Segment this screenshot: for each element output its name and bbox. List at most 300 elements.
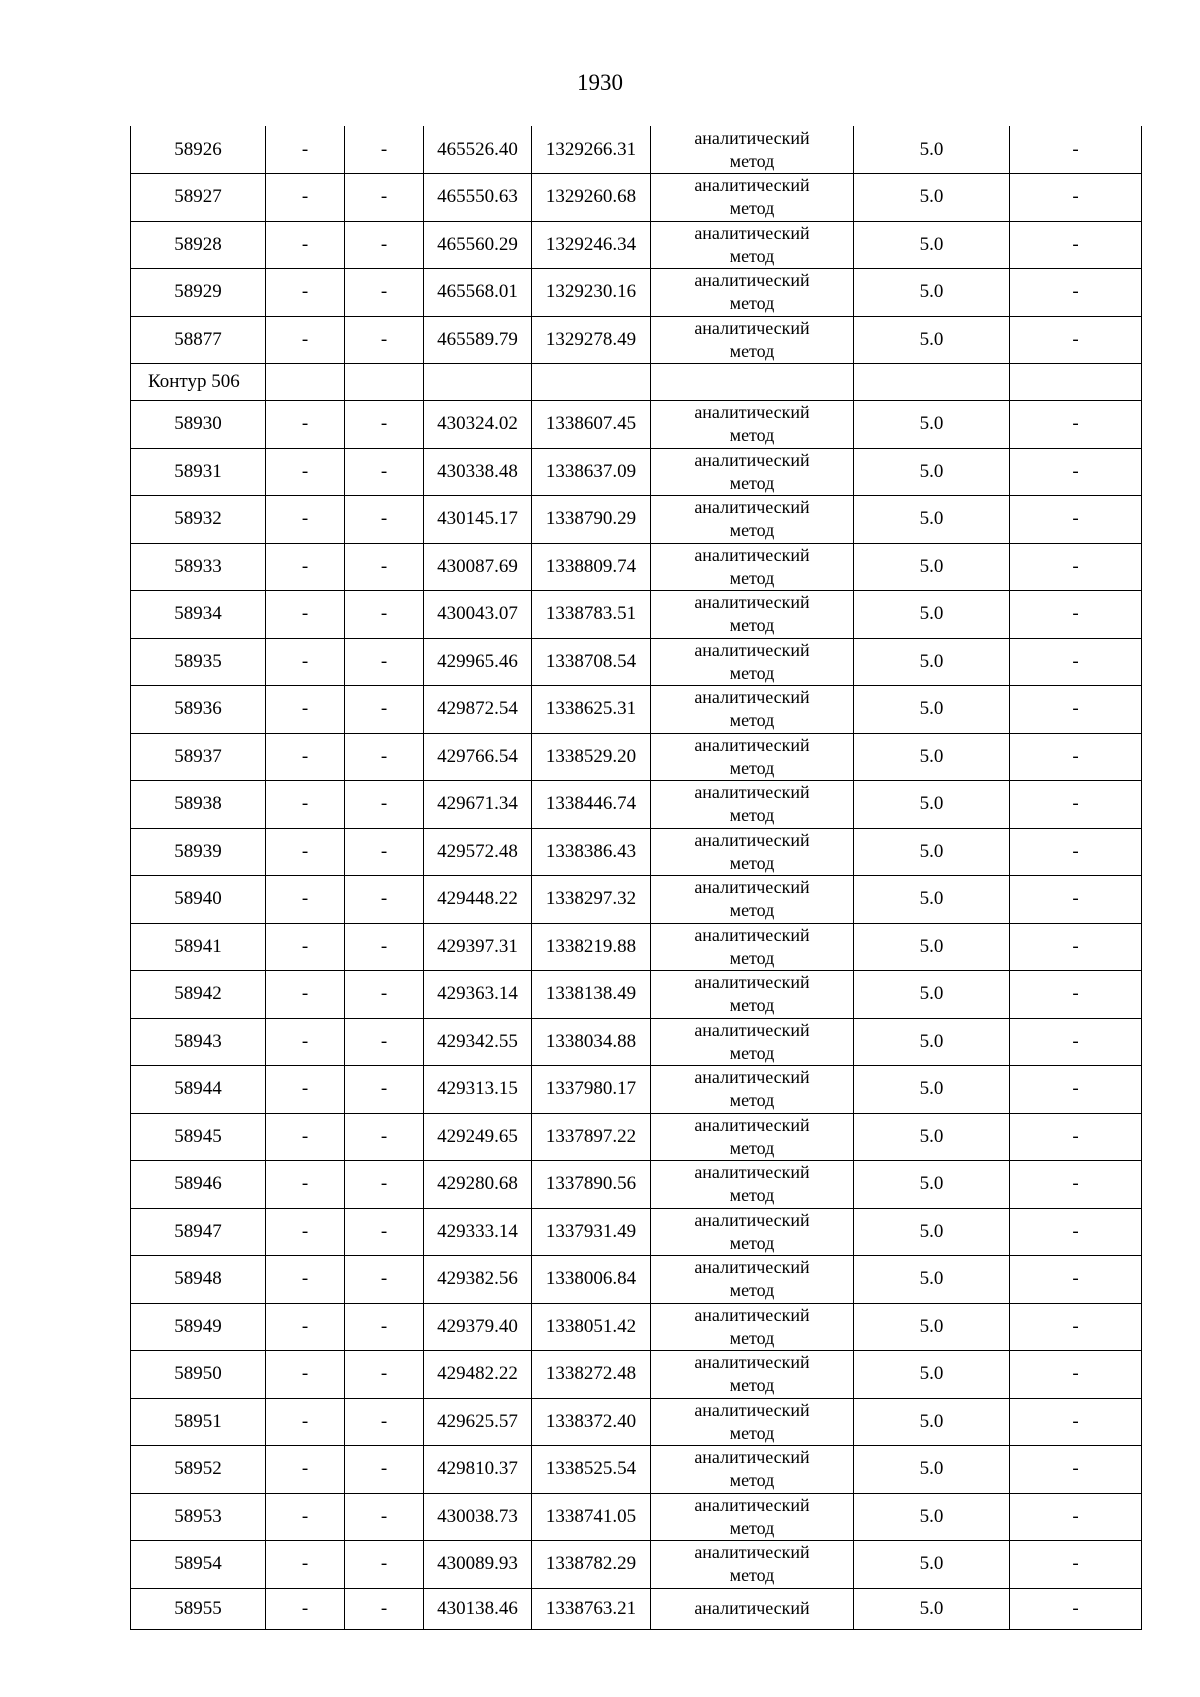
note-cell: - bbox=[1010, 1208, 1142, 1256]
note-cell: - bbox=[1010, 1018, 1142, 1066]
empty-cell: - bbox=[266, 923, 345, 971]
note-cell: - bbox=[1010, 221, 1142, 269]
x-coordinate-cell: 429363.14 bbox=[424, 971, 532, 1019]
accuracy-cell: 5.0 bbox=[854, 923, 1010, 971]
y-coordinate-cell: 1338763.21 bbox=[532, 1588, 651, 1629]
y-coordinate-cell: 1338219.88 bbox=[532, 923, 651, 971]
method-line-2: метод bbox=[729, 150, 775, 171]
table-row bbox=[131, 781, 1142, 829]
table-row bbox=[131, 269, 1142, 317]
accuracy-cell: 5.0 bbox=[854, 401, 1010, 449]
empty-cell: - bbox=[345, 638, 424, 686]
method-line-2: метод bbox=[729, 900, 775, 921]
table-row bbox=[131, 448, 1142, 496]
y-coordinate-cell: 1338272.48 bbox=[532, 1351, 651, 1399]
empty-cell: - bbox=[266, 1161, 345, 1209]
empty-cell: - bbox=[266, 448, 345, 496]
method-line-2: метод bbox=[729, 710, 775, 731]
accuracy-cell: 5.0 bbox=[854, 1398, 1010, 1446]
x-coordinate-cell: 429342.55 bbox=[424, 1018, 532, 1066]
method-line-2: метод bbox=[729, 1137, 775, 1158]
note-cell: - bbox=[1010, 638, 1142, 686]
point-number-cell: 58929 bbox=[131, 269, 266, 317]
method-cell bbox=[651, 781, 854, 829]
point-number-cell: 58932 bbox=[131, 496, 266, 544]
accuracy-cell: 5.0 bbox=[854, 1351, 1010, 1399]
note-cell: - bbox=[1010, 828, 1142, 876]
method-line-2: метод bbox=[729, 1565, 775, 1586]
empty-cell: - bbox=[266, 316, 345, 364]
note-cell: - bbox=[1010, 923, 1142, 971]
method-line-2: метод bbox=[729, 662, 775, 683]
method-cell bbox=[651, 1446, 854, 1494]
table-row bbox=[131, 1066, 1142, 1114]
empty-cell bbox=[424, 364, 532, 401]
table-row bbox=[131, 828, 1142, 876]
accuracy-cell: 5.0 bbox=[854, 1018, 1010, 1066]
y-coordinate-cell: 1329260.68 bbox=[532, 174, 651, 222]
point-number-cell: 58937 bbox=[131, 733, 266, 781]
x-coordinate-cell: 429280.68 bbox=[424, 1161, 532, 1209]
method-line-2: метод bbox=[729, 852, 775, 873]
accuracy-cell: 5.0 bbox=[854, 686, 1010, 734]
y-coordinate-cell: 1338525.54 bbox=[532, 1446, 651, 1494]
method-cell bbox=[651, 1113, 854, 1161]
note-cell: - bbox=[1010, 316, 1142, 364]
x-coordinate-cell: 429379.40 bbox=[424, 1303, 532, 1351]
y-coordinate-cell: 1338034.88 bbox=[532, 1018, 651, 1066]
empty-cell: - bbox=[345, 401, 424, 449]
x-coordinate-cell: 430043.07 bbox=[424, 591, 532, 639]
empty-cell: - bbox=[266, 1256, 345, 1304]
empty-cell: - bbox=[266, 733, 345, 781]
point-number-cell: 58945 bbox=[131, 1113, 266, 1161]
method-line-2: метод bbox=[729, 340, 775, 361]
method-line-1: аналитический bbox=[694, 877, 810, 898]
empty-cell: - bbox=[266, 1398, 345, 1446]
method-line-1: аналитический bbox=[694, 1304, 810, 1325]
table-row bbox=[131, 174, 1142, 222]
accuracy-cell: 5.0 bbox=[854, 1066, 1010, 1114]
empty-cell: - bbox=[345, 496, 424, 544]
empty-cell: - bbox=[266, 269, 345, 317]
method-cell bbox=[651, 1066, 854, 1114]
method-line-1: аналитический bbox=[694, 687, 810, 708]
empty-cell: - bbox=[345, 781, 424, 829]
method-line-1: аналитический bbox=[694, 1257, 810, 1278]
table-row bbox=[131, 1161, 1142, 1209]
point-number-cell: 58946 bbox=[131, 1161, 266, 1209]
method-cell bbox=[651, 401, 854, 449]
empty-cell: - bbox=[266, 1541, 345, 1589]
y-coordinate-cell: 1329278.49 bbox=[532, 316, 651, 364]
accuracy-cell: 5.0 bbox=[854, 828, 1010, 876]
point-number-cell: 58934 bbox=[131, 591, 266, 639]
method-line-1: аналитический bbox=[694, 639, 810, 660]
method-cell bbox=[651, 638, 854, 686]
method-cell bbox=[651, 591, 854, 639]
table-row bbox=[131, 1446, 1142, 1494]
x-coordinate-cell: 429313.15 bbox=[424, 1066, 532, 1114]
method-line-2: метод bbox=[729, 1042, 775, 1063]
table-row bbox=[131, 1208, 1142, 1256]
y-coordinate-cell: 1337890.56 bbox=[532, 1161, 651, 1209]
table-row bbox=[131, 1541, 1142, 1589]
empty-cell: - bbox=[345, 876, 424, 924]
method-line-1: аналитический bbox=[694, 1114, 810, 1135]
point-number-cell: 58940 bbox=[131, 876, 266, 924]
y-coordinate-cell: 1337931.49 bbox=[532, 1208, 651, 1256]
point-number-cell: 58951 bbox=[131, 1398, 266, 1446]
contour-label: Контур 506 bbox=[131, 364, 266, 401]
method-cell bbox=[651, 876, 854, 924]
empty-cell: - bbox=[266, 1018, 345, 1066]
note-cell: - bbox=[1010, 1303, 1142, 1351]
y-coordinate-cell: 1329246.34 bbox=[532, 221, 651, 269]
note-cell: - bbox=[1010, 269, 1142, 317]
method-line-1: аналитический bbox=[694, 1447, 810, 1468]
empty-cell: - bbox=[266, 591, 345, 639]
accuracy-cell: 5.0 bbox=[854, 591, 1010, 639]
x-coordinate-cell: 465550.63 bbox=[424, 174, 532, 222]
point-number-cell: 58941 bbox=[131, 923, 266, 971]
table-row bbox=[131, 686, 1142, 734]
empty-cell bbox=[651, 364, 854, 401]
method-line-1: аналитический bbox=[694, 782, 810, 803]
method-cell bbox=[651, 174, 854, 222]
page-number: 1930 bbox=[577, 70, 623, 95]
y-coordinate-cell: 1338741.05 bbox=[532, 1493, 651, 1541]
method-line-2: метод bbox=[729, 293, 775, 314]
accuracy-cell: 5.0 bbox=[854, 1256, 1010, 1304]
method-line-2: метод bbox=[729, 520, 775, 541]
point-number-cell: 58936 bbox=[131, 686, 266, 734]
note-cell: - bbox=[1010, 733, 1142, 781]
empty-cell: - bbox=[345, 174, 424, 222]
empty-cell bbox=[266, 364, 345, 401]
y-coordinate-cell: 1329266.31 bbox=[532, 126, 651, 174]
accuracy-cell: 5.0 bbox=[854, 876, 1010, 924]
accuracy-cell: 5.0 bbox=[854, 221, 1010, 269]
x-coordinate-cell: 429333.14 bbox=[424, 1208, 532, 1256]
note-cell: - bbox=[1010, 1446, 1142, 1494]
empty-cell: - bbox=[266, 876, 345, 924]
note-cell: - bbox=[1010, 401, 1142, 449]
point-number-cell: 58927 bbox=[131, 174, 266, 222]
point-number-cell: 58948 bbox=[131, 1256, 266, 1304]
accuracy-cell: 5.0 bbox=[854, 174, 1010, 222]
method-cell bbox=[651, 828, 854, 876]
x-coordinate-cell: 429872.54 bbox=[424, 686, 532, 734]
note-cell: - bbox=[1010, 126, 1142, 174]
x-coordinate-cell: 465589.79 bbox=[424, 316, 532, 364]
note-cell: - bbox=[1010, 1351, 1142, 1399]
y-coordinate-cell: 1338637.09 bbox=[532, 448, 651, 496]
x-coordinate-cell: 430338.48 bbox=[424, 448, 532, 496]
x-coordinate-cell: 430038.73 bbox=[424, 1493, 532, 1541]
accuracy-cell: 5.0 bbox=[854, 1541, 1010, 1589]
x-coordinate-cell: 430145.17 bbox=[424, 496, 532, 544]
empty-cell: - bbox=[345, 269, 424, 317]
method-line-1: аналитический bbox=[694, 402, 810, 423]
empty-cell: - bbox=[345, 733, 424, 781]
x-coordinate-cell: 429766.54 bbox=[424, 733, 532, 781]
note-cell: - bbox=[1010, 591, 1142, 639]
point-number-cell: 58942 bbox=[131, 971, 266, 1019]
x-coordinate-cell: 429382.56 bbox=[424, 1256, 532, 1304]
x-coordinate-cell: 465560.29 bbox=[424, 221, 532, 269]
empty-cell bbox=[854, 364, 1010, 401]
table-row bbox=[131, 1351, 1142, 1399]
empty-cell: - bbox=[345, 591, 424, 639]
method-line-2: метод bbox=[729, 995, 775, 1016]
x-coordinate-cell: 429448.22 bbox=[424, 876, 532, 924]
x-coordinate-cell: 429810.37 bbox=[424, 1446, 532, 1494]
method-line-2: метод bbox=[729, 1375, 775, 1396]
method-line-2: метод bbox=[729, 567, 775, 588]
x-coordinate-cell: 429625.57 bbox=[424, 1398, 532, 1446]
empty-cell: - bbox=[266, 174, 345, 222]
y-coordinate-cell: 1338006.84 bbox=[532, 1256, 651, 1304]
accuracy-cell: 5.0 bbox=[854, 1303, 1010, 1351]
empty-cell: - bbox=[345, 316, 424, 364]
method-cell bbox=[651, 448, 854, 496]
method-cell bbox=[651, 971, 854, 1019]
y-coordinate-cell: 1337980.17 bbox=[532, 1066, 651, 1114]
table-row bbox=[131, 543, 1142, 591]
method-line-1: аналитический bbox=[694, 1162, 810, 1183]
empty-cell: - bbox=[345, 1398, 424, 1446]
accuracy-cell: 5.0 bbox=[854, 126, 1010, 174]
table-row bbox=[131, 876, 1142, 924]
method-line-1: аналитический bbox=[694, 829, 810, 850]
accuracy-cell: 5.0 bbox=[854, 1113, 1010, 1161]
y-coordinate-cell: 1338790.29 bbox=[532, 496, 651, 544]
empty-cell: - bbox=[266, 1588, 345, 1629]
method-line-1: аналитический bbox=[694, 592, 810, 613]
table-row bbox=[131, 971, 1142, 1019]
method-cell bbox=[651, 923, 854, 971]
method-line-1: аналитический bbox=[694, 1067, 810, 1088]
table-row bbox=[131, 1588, 1142, 1629]
note-cell: - bbox=[1010, 781, 1142, 829]
x-coordinate-cell: 430138.46 bbox=[424, 1588, 532, 1629]
point-number-cell: 58935 bbox=[131, 638, 266, 686]
empty-cell: - bbox=[345, 1256, 424, 1304]
empty-cell bbox=[345, 364, 424, 401]
method-line-1: аналитический bbox=[694, 127, 810, 148]
empty-cell: - bbox=[345, 1446, 424, 1494]
note-cell: - bbox=[1010, 1541, 1142, 1589]
method-line-1: аналитический bbox=[694, 1209, 810, 1230]
point-number-cell: 58930 bbox=[131, 401, 266, 449]
table-row bbox=[131, 401, 1142, 449]
method-cell bbox=[651, 1256, 854, 1304]
method-cell bbox=[651, 1541, 854, 1589]
empty-cell: - bbox=[345, 923, 424, 971]
method-line-2: метод bbox=[729, 805, 775, 826]
y-coordinate-cell: 1338783.51 bbox=[532, 591, 651, 639]
note-cell: - bbox=[1010, 1256, 1142, 1304]
note-cell: - bbox=[1010, 971, 1142, 1019]
note-cell: - bbox=[1010, 174, 1142, 222]
table-row bbox=[131, 1303, 1142, 1351]
method-cell bbox=[651, 686, 854, 734]
method-cell bbox=[651, 543, 854, 591]
point-number-cell: 58944 bbox=[131, 1066, 266, 1114]
method-line-2: метод bbox=[729, 1280, 775, 1301]
empty-cell bbox=[1010, 364, 1142, 401]
method-cell bbox=[651, 1018, 854, 1066]
table-row bbox=[131, 733, 1142, 781]
empty-cell: - bbox=[345, 448, 424, 496]
x-coordinate-cell: 465568.01 bbox=[424, 269, 532, 317]
method-line-1: аналитический bbox=[694, 544, 810, 565]
method-line-2: метод bbox=[729, 1185, 775, 1206]
accuracy-cell: 5.0 bbox=[854, 1446, 1010, 1494]
x-coordinate-cell: 429671.34 bbox=[424, 781, 532, 829]
empty-cell: - bbox=[266, 221, 345, 269]
y-coordinate-cell: 1329230.16 bbox=[532, 269, 651, 317]
method-cell bbox=[651, 1493, 854, 1541]
table-row bbox=[131, 221, 1142, 269]
method-line-2: метод bbox=[729, 472, 775, 493]
empty-cell: - bbox=[266, 1303, 345, 1351]
x-coordinate-cell: 429572.48 bbox=[424, 828, 532, 876]
empty-cell: - bbox=[266, 1208, 345, 1256]
method-cell bbox=[651, 733, 854, 781]
table-row bbox=[131, 1398, 1142, 1446]
table-row bbox=[131, 316, 1142, 364]
method-cell bbox=[651, 269, 854, 317]
contour-header-row bbox=[131, 364, 1142, 401]
method-cell bbox=[651, 126, 854, 174]
empty-cell: - bbox=[345, 971, 424, 1019]
empty-cell: - bbox=[345, 1588, 424, 1629]
empty-cell: - bbox=[266, 686, 345, 734]
method-line-2: метод bbox=[729, 245, 775, 266]
x-coordinate-cell: 430324.02 bbox=[424, 401, 532, 449]
empty-cell: - bbox=[345, 221, 424, 269]
x-coordinate-cell: 429249.65 bbox=[424, 1113, 532, 1161]
empty-cell: - bbox=[266, 1351, 345, 1399]
method-line-1: аналитический bbox=[694, 497, 810, 518]
y-coordinate-cell: 1338138.49 bbox=[532, 971, 651, 1019]
empty-cell: - bbox=[345, 1208, 424, 1256]
empty-cell: - bbox=[345, 828, 424, 876]
note-cell: - bbox=[1010, 1161, 1142, 1209]
y-coordinate-cell: 1337897.22 bbox=[532, 1113, 651, 1161]
accuracy-cell: 5.0 bbox=[854, 971, 1010, 1019]
point-number-cell: 58954 bbox=[131, 1541, 266, 1589]
method-line-2: метод bbox=[729, 1232, 775, 1253]
method-line-1: аналитический bbox=[694, 1352, 810, 1373]
x-coordinate-cell: 429965.46 bbox=[424, 638, 532, 686]
method-line-2: метод bbox=[729, 1090, 775, 1111]
x-coordinate-cell: 429397.31 bbox=[424, 923, 532, 971]
point-number-cell: 58949 bbox=[131, 1303, 266, 1351]
method-line-1: аналитический bbox=[694, 924, 810, 945]
table-row bbox=[131, 1256, 1142, 1304]
empty-cell: - bbox=[266, 828, 345, 876]
method-line-2: метод bbox=[729, 1517, 775, 1538]
x-coordinate-cell: 430089.93 bbox=[424, 1541, 532, 1589]
method-line-1: аналитический bbox=[694, 1598, 810, 1618]
method-line-1: аналитический bbox=[694, 449, 810, 470]
empty-cell: - bbox=[266, 971, 345, 1019]
point-number-cell: 58931 bbox=[131, 448, 266, 496]
table-row bbox=[131, 496, 1142, 544]
x-coordinate-cell: 465526.40 bbox=[424, 126, 532, 174]
x-coordinate-cell: 430087.69 bbox=[424, 543, 532, 591]
y-coordinate-cell: 1338386.43 bbox=[532, 828, 651, 876]
table-row bbox=[131, 638, 1142, 686]
y-coordinate-cell: 1338782.29 bbox=[532, 1541, 651, 1589]
empty-cell: - bbox=[266, 1113, 345, 1161]
y-coordinate-cell: 1338446.74 bbox=[532, 781, 651, 829]
method-cell bbox=[651, 1588, 854, 1629]
accuracy-cell: 5.0 bbox=[854, 1493, 1010, 1541]
y-coordinate-cell: 1338708.54 bbox=[532, 638, 651, 686]
method-cell bbox=[651, 1303, 854, 1351]
empty-cell: - bbox=[345, 1161, 424, 1209]
method-line-2: метод bbox=[729, 615, 775, 636]
empty-cell: - bbox=[345, 126, 424, 174]
accuracy-cell: 5.0 bbox=[854, 496, 1010, 544]
empty-cell: - bbox=[266, 1066, 345, 1114]
table-row bbox=[131, 1018, 1142, 1066]
accuracy-cell: 5.0 bbox=[854, 1161, 1010, 1209]
point-number-cell: 58877 bbox=[131, 316, 266, 364]
method-cell bbox=[651, 221, 854, 269]
method-line-2: метод bbox=[729, 198, 775, 219]
y-coordinate-cell: 1338372.40 bbox=[532, 1398, 651, 1446]
y-coordinate-cell: 1338529.20 bbox=[532, 733, 651, 781]
method-line-1: аналитический bbox=[694, 972, 810, 993]
note-cell: - bbox=[1010, 876, 1142, 924]
accuracy-cell: 5.0 bbox=[854, 781, 1010, 829]
table-body bbox=[131, 126, 1142, 1629]
empty-cell: - bbox=[266, 1446, 345, 1494]
method-line-1: аналитический bbox=[694, 1399, 810, 1420]
table-row bbox=[131, 1493, 1142, 1541]
method-line-1: аналитический bbox=[694, 1542, 810, 1563]
method-line-2: метод bbox=[729, 1327, 775, 1348]
table-row bbox=[131, 126, 1142, 174]
note-cell: - bbox=[1010, 1398, 1142, 1446]
empty-cell: - bbox=[266, 401, 345, 449]
table-row bbox=[131, 1113, 1142, 1161]
point-number-cell: 58955 bbox=[131, 1588, 266, 1629]
empty-cell: - bbox=[266, 638, 345, 686]
empty-cell: - bbox=[345, 1018, 424, 1066]
accuracy-cell: 5.0 bbox=[854, 316, 1010, 364]
method-line-2: метод bbox=[729, 947, 775, 968]
coordinates-table bbox=[130, 126, 1142, 1630]
empty-cell: - bbox=[345, 1541, 424, 1589]
y-coordinate-cell: 1338809.74 bbox=[532, 543, 651, 591]
accuracy-cell: 5.0 bbox=[854, 448, 1010, 496]
note-cell: - bbox=[1010, 496, 1142, 544]
table-row bbox=[131, 591, 1142, 639]
point-number-cell: 58938 bbox=[131, 781, 266, 829]
empty-cell: - bbox=[345, 686, 424, 734]
y-coordinate-cell: 1338297.32 bbox=[532, 876, 651, 924]
accuracy-cell: 5.0 bbox=[854, 638, 1010, 686]
accuracy-cell: 5.0 bbox=[854, 1208, 1010, 1256]
method-line-1: аналитический bbox=[694, 1019, 810, 1040]
empty-cell: - bbox=[345, 1113, 424, 1161]
